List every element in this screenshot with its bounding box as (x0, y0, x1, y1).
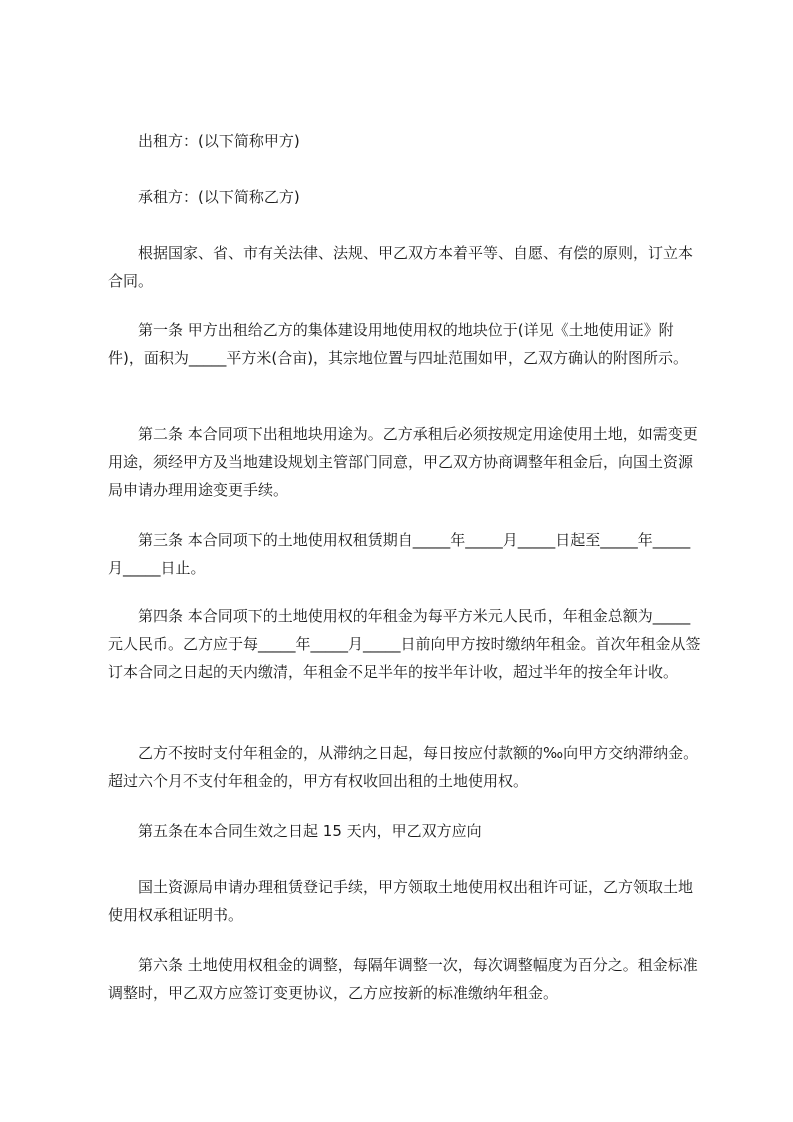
article-5-paragraph: 第五条在本合同生效之日起 15 天内，甲乙双方应向 (138, 822, 482, 840)
article-2-paragraph: 第二条 本合同项下出租地块用途为。乙方承租后必须按规定用途使用土地，如需变更用途，须经甲方及当地建设规划主管部门同意，甲乙双方协商调整年租金后，向国土资源局申请办理用途变更手续。 (108, 425, 698, 499)
article-1-paragraph: 第一条 甲方出租给乙方的集体建设用地使用权的地块位于(详见《土地使用证》附件)，面积为_____平方米(合亩)，其宗地位置与四址范围如甲，乙双方确认的附图所示。 (108, 321, 689, 367)
lessor-line: 出租方：(以下简称甲方) (138, 132, 300, 150)
registration-paragraph: 国土资源局申请办理租赁登记手续，甲方领取土地使用权出租许可证，乙方领取土地使用权承租证明书。 (108, 878, 694, 924)
article-4-paragraph: 第四条 本合同项下的土地使用权的年租金为每平方米元人民币，年租金总额为_____元人民币。乙方应于每_____年_____月_____日前向甲方按时缴纳年租金。首次年租金从签订本合同之日起的天内缴清，年租金不足半年的按半年计收，超过半年的按全年计收。 (108, 607, 701, 681)
article-6-paragraph: 第六条 土地使用权租金的调整，每隔年调整一次，每次调整幅度为百分之。租金标准调整时，甲乙双方应签订变更协议，乙方应按新的标准缴纳年租金。 (108, 956, 698, 1002)
intro-paragraph: 根据国家、省、市有关法律、法规、甲乙双方本着平等、自愿、有偿的原则，订立本合同。 (108, 244, 694, 290)
lessee-line: 承租方：(以下简称乙方) (138, 188, 300, 206)
article-3-paragraph: 第三条 本合同项下的土地使用权租赁期自_____年_____月_____日起至_____年_____月_____日止。 (108, 531, 691, 577)
late-payment-paragraph: 乙方不按时支付年租金的，从滞纳之日起，每日按应付款额的‰向甲方交纳滞纳金。超过六个月不支付年租金的，甲方有权收回出租的土地使用权。 (108, 744, 699, 790)
